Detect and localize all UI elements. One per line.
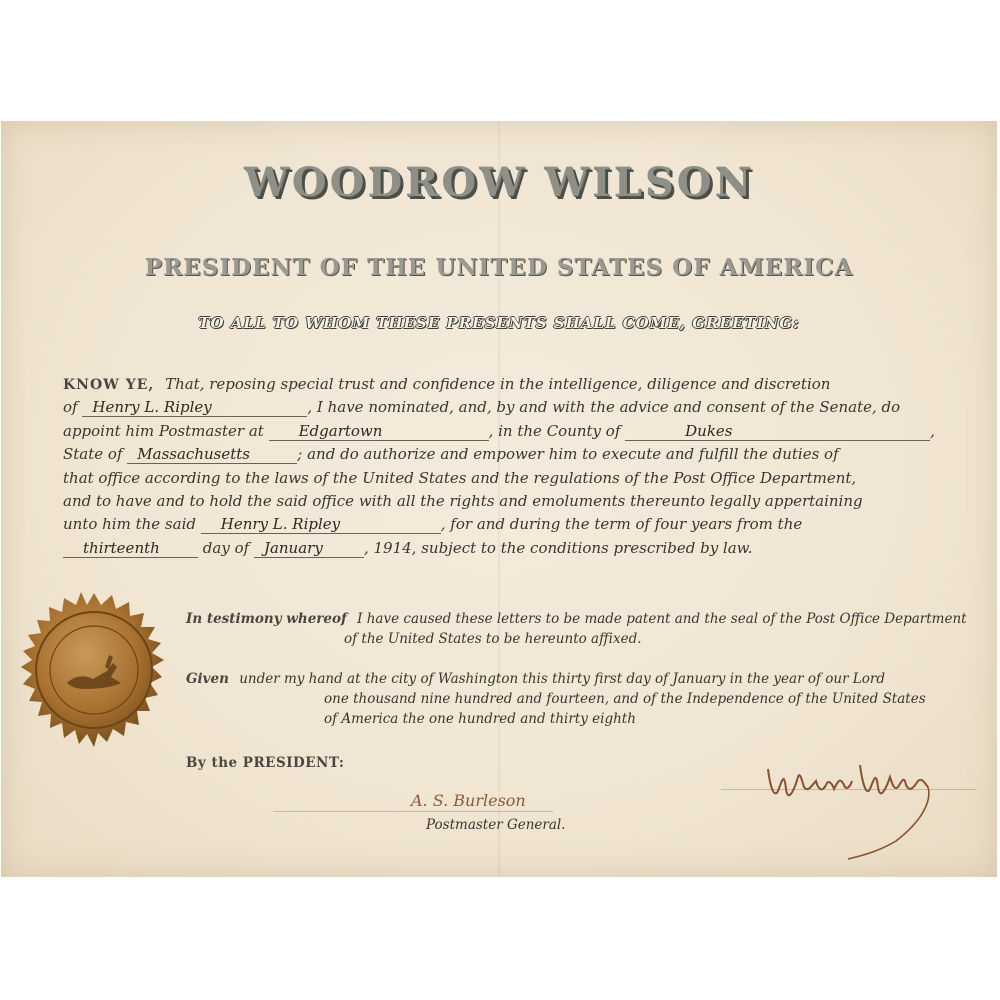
body-text: State of <box>63 445 123 464</box>
testimony-text: I have caused these letters to be made patent and the seal of the Post Office Department <box>357 611 967 627</box>
post-office-seal-icon <box>9 591 179 761</box>
document-subtitle: PRESIDENT OF THE UNITED STATES OF AMERICA <box>144 254 854 281</box>
county-name: Dukes <box>625 422 930 441</box>
term-start-month: January <box>254 539 364 558</box>
postmaster-signature-line <box>273 811 553 812</box>
body-text: , I have nominated, and, by and with the advice and consent of the Senate, do <box>307 398 901 417</box>
given-text: under my hand at the city of Washington this thirty first day of January in the year of our Lord <box>239 671 885 687</box>
body-text: day of <box>202 538 250 557</box>
body-text: unto him the said <box>63 515 196 534</box>
body-line-6: and to have and to hold the said office with all the rights and emoluments thereunto legally appertaining <box>63 491 863 510</box>
body-line-7 <box>63 513 975 536</box>
commission-document <box>1 121 997 877</box>
given-text: one thousand nine hundred and fourteen, and of the Independence of the United States <box>324 691 926 707</box>
body-text: , in the County of <box>488 421 621 440</box>
body-text: appoint him Postmaster at <box>63 421 264 440</box>
body-text: , for and during the term of four years from the <box>440 515 803 534</box>
given-clause <box>186 669 981 729</box>
document-title: WOODROW WILSON <box>243 159 755 206</box>
president-signature-icon <box>756 741 956 861</box>
know-ye-label: KNOW YE, <box>63 377 155 393</box>
state-name: Massachusetts <box>127 445 297 464</box>
body-line-2 <box>63 396 975 419</box>
testimony-lead: In testimony whereof <box>186 611 347 627</box>
body-line-4 <box>63 443 975 466</box>
post-office-town: Edgartown <box>269 422 489 441</box>
testimony-clause <box>186 609 981 649</box>
given-lead: Given <box>186 671 229 687</box>
appointee-name: Henry L. Ripley <box>82 398 307 417</box>
body-line-8: thirteenth day of January , 1914, subject to the conditions prescribed by law. <box>63 537 975 560</box>
body-text: That, reposing special trust and confidence in the intelligence, diligence and discretion <box>165 375 831 393</box>
testimony-text: of the United States to be hereunto affixed. <box>344 631 642 647</box>
greeting-line: TO ALL TO WHOM THESE PRESENTS SHALL COME, GREETING: <box>198 314 800 332</box>
body-text: of <box>63 398 78 417</box>
postmaster-signature: A. S. Burleson <box>411 791 526 810</box>
body-text: , subject to the conditions prescribed by law. <box>411 538 753 557</box>
term-start-day: thirteenth <box>63 539 198 558</box>
body-line-5: that office according to the laws of the United States and the regulations of the Post Office Department, <box>63 468 857 487</box>
body-line-1 <box>63 373 975 396</box>
appointee-name-repeat: Henry L. Ripley <box>201 515 441 534</box>
postmaster-title: Postmaster General. <box>426 817 566 833</box>
body-line-3: appoint him Postmaster at Edgartown , in the County of Dukes , <box>63 421 935 440</box>
by-the-president-label: By the PRESIDENT: <box>186 755 345 771</box>
term-start-year: 1914 <box>373 538 412 557</box>
body-text: ; and do authorize and empower him to execute and fulfill the duties of <box>297 445 839 464</box>
commission-body <box>63 373 975 560</box>
given-text: of America the one hundred and thirty eighth <box>324 711 636 727</box>
